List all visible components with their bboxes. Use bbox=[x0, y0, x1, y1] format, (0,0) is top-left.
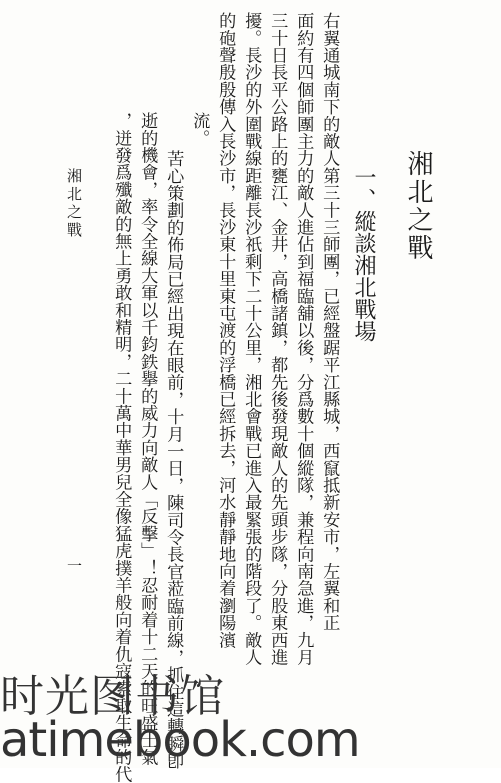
text-column-1: 右翼通城南下的敵人第三十三師團，已經盤踞平江縣城，西竄抵新安市，左翼和正 bbox=[319, 12, 340, 632]
text-column-5: 的砲聲殷殷傳入長沙市，長沙東十里東屯渡的浮橋已經拆去，河水靜靜地向着瀏陽濱 bbox=[215, 12, 236, 649]
watermark-url: atimebook.com bbox=[0, 712, 360, 768]
text-column-7: 苦心策劃的佈局已經出現在眼前，十月一日，陳司令長官蒞臨前線，抓住這轉瞬卽 bbox=[163, 150, 184, 770]
margin-title: 湘北之戰 bbox=[65, 168, 83, 240]
chapter-title: 湘北之戰 bbox=[403, 150, 433, 262]
text-column-2: 面約有四個師團主力的敵人進佔到福臨舖以後，分爲數十個縱隊，兼程向南急進，九月 bbox=[293, 12, 314, 666]
text-column-4: 擾。長沙的外圍戰線距離長沙祇剩下二十公里，湘北會戰已進入最緊張的階段了。敵人 bbox=[241, 12, 262, 666]
text-column-8: 逝的機會，率令全線大軍以千鈞鉄擧的威力向敵人「反擊」！忍耐着十二天的旺盛士氣 bbox=[137, 112, 158, 766]
text-column-6: 流。 bbox=[189, 112, 210, 147]
text-column-9: ，迸發爲殲敵的無上勇敢和精明，二十萬中華男兒全像猛虎撲羊般向着仇寇索取生命的代 bbox=[111, 112, 132, 783]
section-heading: 一、縱談湘北戰場 bbox=[351, 166, 376, 342]
text-column-3: 三十日長平公路上的甕江、金井，高橋諸鎮，都先後發現敵人的先頭步隊，分股東西進 bbox=[267, 12, 288, 666]
watermark-chinese: 时光图书馆 bbox=[0, 671, 225, 722]
page-number: 一 bbox=[65, 558, 83, 576]
